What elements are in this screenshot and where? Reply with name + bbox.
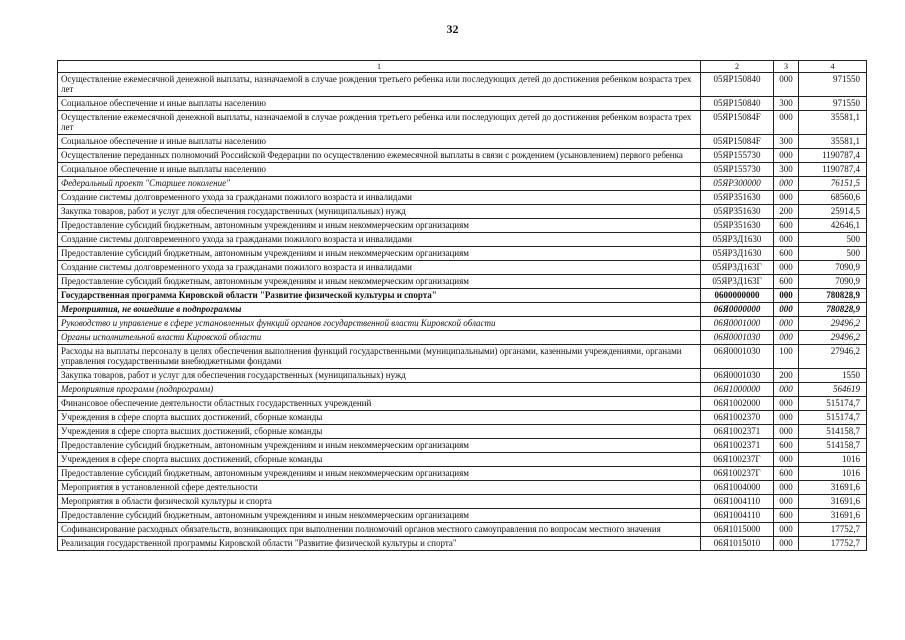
row-amount-cell: 780828,9: [799, 303, 867, 317]
row-code-cell: 05ЯР3Д1630: [701, 247, 774, 261]
row-code-cell: 06Я0001030: [701, 331, 774, 345]
table-row: [58, 369, 867, 383]
row-code-cell: 05ЯР3Д163Г: [701, 261, 774, 275]
row-expense-type-cell: 000: [774, 411, 799, 425]
row-name-cell: Учреждения в сфере спорта высших достижений, сборные команды: [58, 453, 701, 467]
row-expense-type-cell: 600: [774, 275, 799, 289]
row-amount-cell: 780828,9: [799, 289, 867, 303]
row-code-cell: 06Я1015010: [701, 537, 774, 551]
table-row: [58, 481, 867, 495]
row-amount-cell: 35581,1: [799, 111, 867, 135]
row-expense-type-cell: 600: [774, 439, 799, 453]
row-expense-type-cell: 100: [774, 345, 799, 369]
row-code-cell: 05ЯР15084F: [701, 111, 774, 135]
row-amount-cell: 971550: [799, 97, 867, 111]
row-amount-cell: 35581,1: [799, 135, 867, 149]
row-amount-cell: 515174,7: [799, 411, 867, 425]
table-row: [58, 425, 867, 439]
row-expense-type-cell: 300: [774, 97, 799, 111]
row-code-cell: 06Я0001000: [701, 317, 774, 331]
row-amount-cell: 29496,2: [799, 331, 867, 345]
table-row: [58, 135, 867, 149]
budget-table: [57, 60, 867, 551]
row-expense-type-cell: 000: [774, 383, 799, 397]
row-amount-cell: 68560,6: [799, 191, 867, 205]
row-expense-type-cell: 000: [774, 73, 799, 97]
row-amount-cell: 1190787,4: [799, 163, 867, 177]
row-name-cell: Закупка товаров, работ и услуг для обеспечения государственных (муниципальных) нужд: [58, 369, 701, 383]
table-row: [58, 247, 867, 261]
row-amount-cell: 42646,1: [799, 219, 867, 233]
row-code-cell: 0600000000: [701, 289, 774, 303]
table-row: [58, 73, 867, 97]
row-code-cell: 06Я0000000: [701, 303, 774, 317]
row-name-cell: Финансовое обеспечение деятельности областных государственных учреждений: [58, 397, 701, 411]
table-row: [58, 383, 867, 397]
row-code-cell: 06Я1015000: [701, 523, 774, 537]
table-row: [58, 111, 867, 135]
column-header-expense-type: 3: [774, 61, 799, 73]
row-name-cell: Осуществление ежемесячной денежной выплаты, назначаемой в случае рождения третьего ребенка или последующих детей до достижения ребенком возраста трех лет: [58, 73, 701, 97]
table-header-row: [58, 61, 867, 73]
row-amount-cell: 17752,7: [799, 537, 867, 551]
row-code-cell: 06Я1000000: [701, 383, 774, 397]
row-expense-type-cell: 000: [774, 523, 799, 537]
row-code-cell: 05ЯР150840: [701, 97, 774, 111]
row-code-cell: 05ЯР3Д1630: [701, 233, 774, 247]
table-row: [58, 523, 867, 537]
row-name-cell: Предоставление субсидий бюджетным, автономным учреждениям и иным некоммерческим организациям: [58, 439, 701, 453]
row-name-cell: Учреждения в сфере спорта высших достижений, сборные команды: [58, 411, 701, 425]
table-row: [58, 177, 867, 191]
row-name-cell: Предоставление субсидий бюджетным, автономным учреждениям и иным некоммерческим организациям: [58, 247, 701, 261]
row-amount-cell: 500: [799, 233, 867, 247]
row-name-cell: Создание системы долговременного ухода за гражданами пожилого возраста и инвалидами: [58, 233, 701, 247]
page-number: 32: [446, 22, 459, 36]
row-code-cell: 06Я1004110: [701, 495, 774, 509]
table-row: [58, 233, 867, 247]
row-name-cell: Реализация государственной программы Кировской области "Развитие физической культуры и спорта": [58, 537, 701, 551]
row-code-cell: 06Я100237Г: [701, 467, 774, 481]
row-expense-type-cell: 000: [774, 177, 799, 191]
row-name-cell: Федеральный проект "Старшее поколение": [58, 177, 701, 191]
row-name-cell: Создание системы долговременного ухода за гражданами пожилого возраста и инвалидами: [58, 261, 701, 275]
row-code-cell: 05ЯР15084F: [701, 135, 774, 149]
row-code-cell: 06Я0001030: [701, 345, 774, 369]
row-amount-cell: 31691,6: [799, 495, 867, 509]
row-name-cell: Органы исполнительной власти Кировской области: [58, 331, 701, 345]
row-amount-cell: 31691,6: [799, 509, 867, 523]
row-name-cell: Создание системы долговременного ухода за гражданами пожилого возраста и инвалидами: [58, 191, 701, 205]
table-row: [58, 275, 867, 289]
table-row: [58, 345, 867, 369]
table-row: [58, 331, 867, 345]
row-amount-cell: 515174,7: [799, 397, 867, 411]
row-amount-cell: 76151,5: [799, 177, 867, 191]
row-expense-type-cell: 000: [774, 191, 799, 205]
table-row: [58, 261, 867, 275]
row-name-cell: Предоставление субсидий бюджетным, автономным учреждениям и иным некоммерческим организациям: [58, 219, 701, 233]
row-code-cell: 05ЯР155730: [701, 163, 774, 177]
column-header-code: 2: [701, 61, 774, 73]
row-amount-cell: 971550: [799, 73, 867, 97]
row-expense-type-cell: 200: [774, 369, 799, 383]
table-row: [58, 97, 867, 111]
row-expense-type-cell: 000: [774, 261, 799, 275]
row-amount-cell: 500: [799, 247, 867, 261]
row-name-cell: Руководство и управление в сфере установленных функций органов государственной власти Кировской области: [58, 317, 701, 331]
row-amount-cell: 1016: [799, 453, 867, 467]
row-amount-cell: 514158,7: [799, 439, 867, 453]
row-code-cell: 06Я1004000: [701, 481, 774, 495]
row-expense-type-cell: 000: [774, 481, 799, 495]
row-code-cell: 06Я1002000: [701, 397, 774, 411]
row-code-cell: 05ЯР300000: [701, 177, 774, 191]
row-amount-cell: 27946,2: [799, 345, 867, 369]
row-name-cell: Мероприятия программ (подпрограмм): [58, 383, 701, 397]
column-header-amount: 4: [799, 61, 867, 73]
row-code-cell: 06Я0001030: [701, 369, 774, 383]
row-amount-cell: 25914,5: [799, 205, 867, 219]
row-amount-cell: 1550: [799, 369, 867, 383]
row-name-cell: Государственная программа Кировской области "Развитие физической культуры и спорта": [58, 289, 701, 303]
row-code-cell: 05ЯР351630: [701, 219, 774, 233]
table-row: [58, 439, 867, 453]
table-row: [58, 317, 867, 331]
row-code-cell: 06Я1002371: [701, 439, 774, 453]
row-code-cell: 06Я100237Г: [701, 453, 774, 467]
column-header-name: 1: [58, 61, 701, 73]
row-amount-cell: 29496,2: [799, 317, 867, 331]
row-code-cell: 06Я1004110: [701, 509, 774, 523]
row-name-cell: Предоставление субсидий бюджетным, автономным учреждениям и иным некоммерческим организациям: [58, 467, 701, 481]
row-expense-type-cell: 000: [774, 425, 799, 439]
row-expense-type-cell: 000: [774, 289, 799, 303]
table-row: [58, 397, 867, 411]
row-name-cell: Учреждения в сфере спорта высших достижений, сборные команды: [58, 425, 701, 439]
row-expense-type-cell: 000: [774, 397, 799, 411]
table-row: [58, 303, 867, 317]
row-amount-cell: 7090,9: [799, 261, 867, 275]
table-row: [58, 467, 867, 481]
row-expense-type-cell: 000: [774, 331, 799, 345]
row-name-cell: Мероприятия в установленной сфере деятельности: [58, 481, 701, 495]
row-code-cell: 05ЯР351630: [701, 205, 774, 219]
row-expense-type-cell: 000: [774, 111, 799, 135]
table-row: [58, 191, 867, 205]
row-expense-type-cell: 300: [774, 135, 799, 149]
row-expense-type-cell: 600: [774, 247, 799, 261]
row-expense-type-cell: 000: [774, 303, 799, 317]
table-row: [58, 219, 867, 233]
table-row: [58, 453, 867, 467]
row-expense-type-cell: 600: [774, 467, 799, 481]
table-row: [58, 509, 867, 523]
row-code-cell: 05ЯР351630: [701, 191, 774, 205]
row-name-cell: Закупка товаров, работ и услуг для обеспечения государственных (муниципальных) нужд: [58, 205, 701, 219]
table-row: [58, 149, 867, 163]
row-code-cell: 06Я1002371: [701, 425, 774, 439]
row-amount-cell: 1016: [799, 467, 867, 481]
row-expense-type-cell: 000: [774, 317, 799, 331]
row-code-cell: 05ЯР155730: [701, 149, 774, 163]
row-expense-type-cell: 200: [774, 205, 799, 219]
row-code-cell: 05ЯР150840: [701, 73, 774, 97]
row-name-cell: Предоставление субсидий бюджетным, автономным учреждениям и иным некоммерческим организациям: [58, 509, 701, 523]
row-name-cell: Осуществление ежемесячной денежной выплаты, назначаемой в случае рождения третьего ребенка или последующих детей до достижения ребенком возраста трех лет: [58, 111, 701, 135]
row-name-cell: Расходы на выплаты персоналу в целях обеспечения выполнения функций государственными (муниципальными) органами, казенными учреждениями, органами управления государственными внебюджетными фондами: [58, 345, 701, 369]
row-amount-cell: 17752,7: [799, 523, 867, 537]
table-row: [58, 411, 867, 425]
row-amount-cell: 31691,6: [799, 481, 867, 495]
table-row: [58, 205, 867, 219]
table-row: [58, 163, 867, 177]
row-expense-type-cell: 000: [774, 453, 799, 467]
row-name-cell: Предоставление субсидий бюджетным, автономным учреждениям и иным некоммерческим организациям: [58, 275, 701, 289]
row-name-cell: Социальное обеспечение и иные выплаты населению: [58, 135, 701, 149]
row-expense-type-cell: 000: [774, 537, 799, 551]
row-amount-cell: 564619: [799, 383, 867, 397]
table-row: [58, 289, 867, 303]
row-name-cell: Социальное обеспечение и иные выплаты населению: [58, 97, 701, 111]
row-name-cell: Мероприятия, не вошедшие в подпрограммы: [58, 303, 701, 317]
row-name-cell: Мероприятия в области физической культуры и спорта: [58, 495, 701, 509]
table-row: [58, 537, 867, 551]
row-code-cell: 06Я1002370: [701, 411, 774, 425]
row-expense-type-cell: 300: [774, 163, 799, 177]
row-amount-cell: 514158,7: [799, 425, 867, 439]
row-expense-type-cell: 600: [774, 509, 799, 523]
row-name-cell: Софинансирование расходных обязательств, возникающих при выполнении полномочий органов местного самоуправления по вопросам местного значения: [58, 523, 701, 537]
row-amount-cell: 7090,9: [799, 275, 867, 289]
row-expense-type-cell: 000: [774, 495, 799, 509]
row-name-cell: Социальное обеспечение и иные выплаты населению: [58, 163, 701, 177]
row-amount-cell: 1190787,4: [799, 149, 867, 163]
table-row: [58, 495, 867, 509]
row-expense-type-cell: 000: [774, 233, 799, 247]
row-expense-type-cell: 600: [774, 219, 799, 233]
row-expense-type-cell: 000: [774, 149, 799, 163]
row-code-cell: 05ЯР3Д163Г: [701, 275, 774, 289]
row-name-cell: Осуществление переданных полномочий Российской Федерации по осуществлению ежемесячной выплаты в связи с рождением (усыновлением) первого ребенка: [58, 149, 701, 163]
